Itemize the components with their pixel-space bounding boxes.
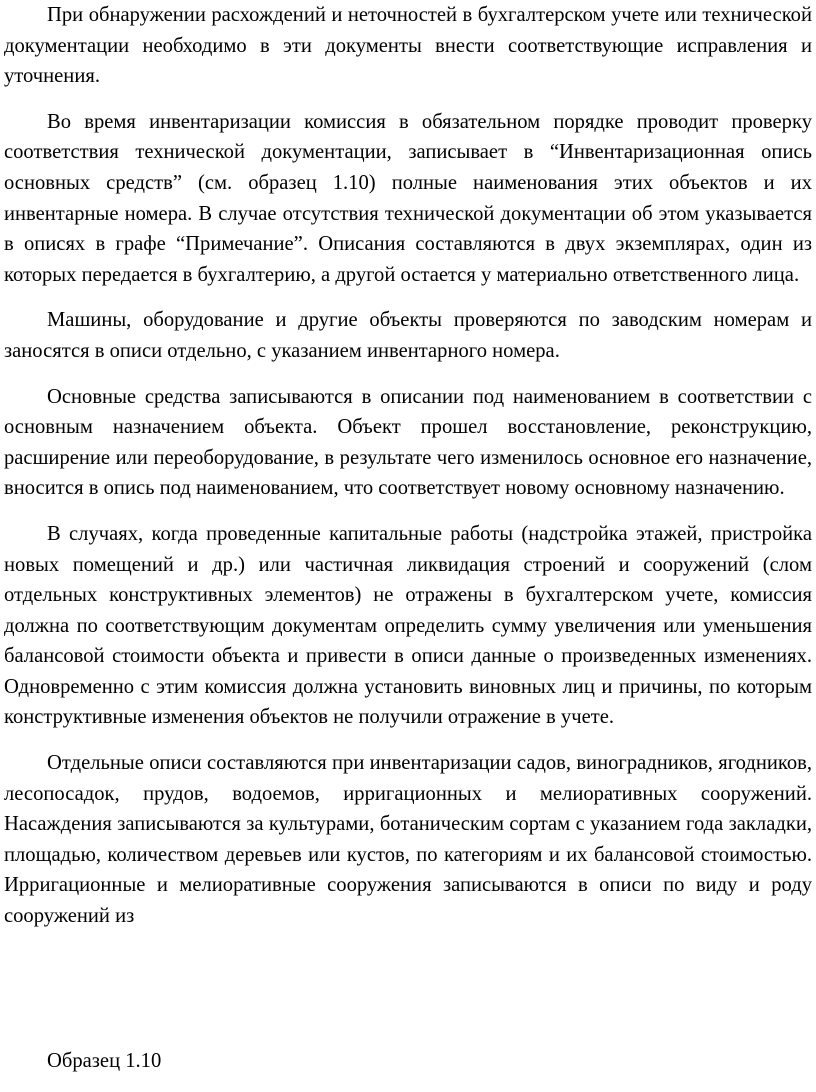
- paragraph-capital-works: В случаях, когда проведенные капитальные работы (надстройка этажей, пристройка новых помещений и др.) или частичная ликвидация строений и сооружений (слом отдельных конструктивных элементов) не отражены в бухгалтерском учете, комиссия должна по соответствующим документам определить сумму увеличения или уменьшения балансовой стоимости объекта и привести в описи данные о произведенных изменениях. Одновременно с этим комиссия должна установить виновных лиц и причины, по которым конструктивные изменения объектов не получили отражение в учете.: [4, 522, 812, 729]
- document-body: [4, 0, 812, 947]
- paragraph-separate-inventories: Отдельные описи составляются при инвентаризации садов, виноградников, ягодников, лесопосадок, прудов, водоемов, ирригационных и мелиоративных сооружений. Насаждения записываются за культурами, ботаническим сортам с указанием года закладки, площадью, количеством деревьев или кустов, по категориям и их балансовой стоимостью. Ирригационные и мелиоративные сооружения записываются в описи по виду и роду сооружений из: [4, 752, 812, 928]
- sample-caption: Образец 1.10: [47, 1050, 162, 1072]
- paragraph-corrections: При обнаружении расхождений и неточностей в бухгалтерском учете или технической документации необходимо в эти документы внести соответствующие исправления и уточнения.: [4, 4, 812, 88]
- paragraph-machines-equipment: Машины, оборудование и другие объекты проверяются по заводским номерам и заносятся в описи отдельно, с указанием инвентарного номера.: [4, 309, 812, 362]
- paragraph-inventory-commission: Во время инвентаризации комиссия в обязательном порядке проводит проверку соответствия технической документации, записывает в “Инвентаризационная опись основных средств” (см. образец 1.10) полные наименования этих объектов и их инвентарные номера. В случае отсутствия технической документации об этом указывается в описях в графе “Примечание”. Описания составляются в двух экземплярах, один из которых передается в бухгалтерию, а другой остается у материально ответственного лица.: [4, 110, 812, 286]
- paragraph-fixed-assets-naming: Основные средства записываются в описании под наименованием в соответствии с основным назначением объекта. Объект прошел восстановление, реконструкцию, расширение или переоборудование, в результате чего изменилось основное его назначение, вносится в опись под наименованием, что соответствует новому основному назначению.: [4, 385, 812, 500]
